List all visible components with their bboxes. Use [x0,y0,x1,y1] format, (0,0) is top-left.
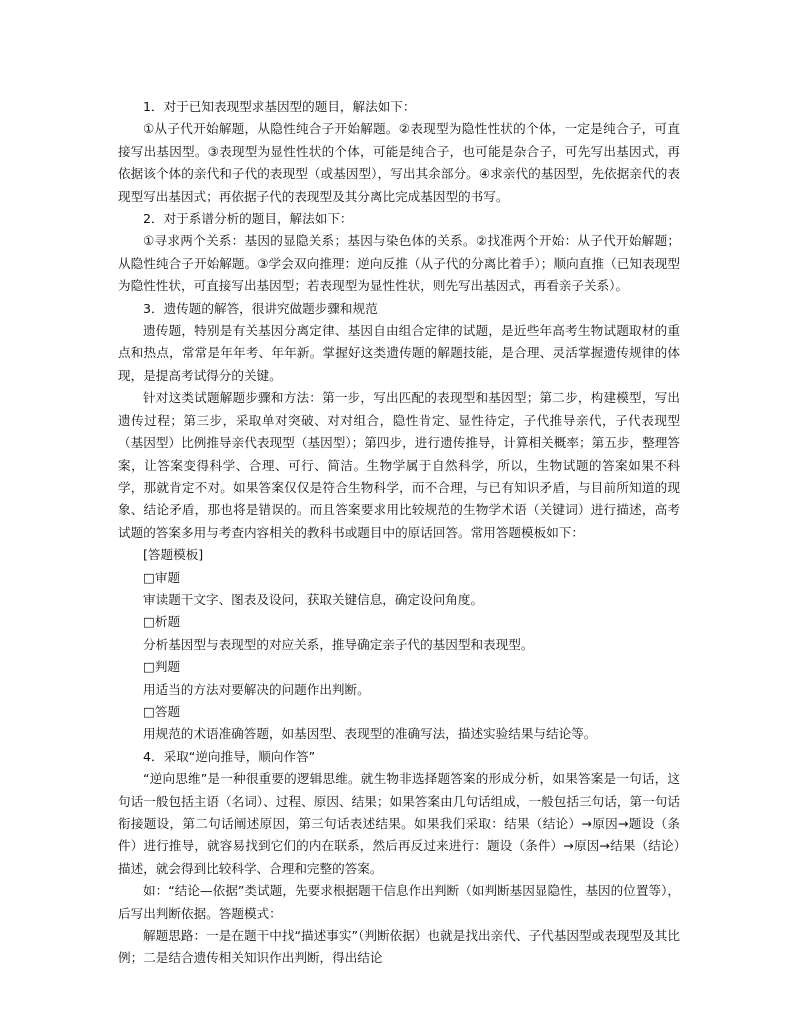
heading-1: 1．对于已知表现型求基因型的题目，解法如下： [143,99,416,114]
paragraph-4: 针对这类试题解题步骤和方法：第一步，写出匹配的表现型和基因型；第二步，构建模型，写出遗传过程；第三步，采取单对突破、对对组合，隐性肯定、显性待定，子代推导亲代，子代表现型（基因型）比例推导亲代表现型（基因型）；第四步，进行遗传推导，计算相关概率；第五步，整理答案，让答案变得科学、合理、可行、简洁。生物学属于自然科学，所以，生物试题的答案如果不科学，那就肯定不对。如果答案仅仅是符合生物科学，而不合理，与已有知识矛盾，与目前所知道的现象、结论矛盾，那也将是错误的。而且答案要求用比较规范的生物学术语（关键词）进行描述，高考试题的答案多用与考查内容相关的教科书或题目中的原话回答。常用答题模板如下： [118,390,680,540]
template-step-review: □审题 [143,569,181,585]
template-step-analyze: □析题 [143,614,181,630]
paragraph-7: 解题思路：一是在题干中找“描述事实”（判断依据）也就是找出亲代、子代基因型或表现型及其比例；二是结合遗传相关知识作出判断，得出结论 [118,928,680,966]
heading-4: 4．采取“逆向推导，顺向作答” [143,748,316,764]
document-body [118,96,680,970]
template-step-review-desc: 审读题干文字、图表及设问，获取关键信息，确定设问角度。 [143,591,484,607]
heading-3: 3．遗传题的解答，很讲究做题步骤和规范 [143,300,378,316]
paragraph-2: ①寻求两个关系：基因的显隐关系；基因与染色体的关系。②找准两个开始：从子代开始解题；从隐性纯合子开始解题。③学会双向推理：逆向反推（从子代的分离比着手）；顺向直推（已知表现型为隐性性状，可直接写出基因型；若表现型为显性性状，则先写出基因式，再看亲子关系）。 [118,233,680,294]
template-step-answer-desc: 用规范的术语准确答题，如基因型、表现型的准确写法，描述实验结果与结论等。 [143,726,597,742]
paragraph-5: “逆向思维”是一种很重要的逻辑思维。就生物非选择题答案的形成分析，如果答案是一句话，这句话一般包括主语（名词）、过程、原因、结果；如果答案由几句话组成，一般包括三句话，第一句话衔接题设，第二句话阐述原因，第三句话表述结果。如果我们采取：结果（结论）→原因→题设（条件）进行推导，就容易找到它们的内在联系，然后再反过来进行：题设（条件）→原因→结果（结论）描述，就会得到比较科学、合理和完整的答案。 [118,771,680,876]
template-step-answer: □答题 [143,703,181,719]
template-step-analyze-desc: 分析基因型与表现型的对应关系，推导确定亲子代的基因型和表现型。 [143,636,534,652]
template-title: [答题模板] [143,547,204,563]
paragraph-1: ①从子代开始解题，从隐性纯合子开始解题。②表现型为隐性性状的个体，一定是纯合子，可直接写出基因型。③表现型为显性性状的个体，可能是纯合子，也可能是杂合子，可先写出基因式，再依据该个体的亲代和子代的表现型（或基因型），写出其余部分。④求亲代的基因型，先依据亲代的表现型写出基因式；再依据子代的表现型及其分离比完成基因型的书写。 [118,121,680,204]
paragraph-6: 如：“结论—依据”类试题，先要求根据题干信息作出判断（如判断基因显隐性，基因的位置等），后写出判断依据。答题模式： [118,883,680,921]
paragraph-3: 遗传题，特别是有关基因分离定律、基因自由组合定律的试题，是近些年高考生物试题取材的重点和热点，常常是年年考、年年新。掌握好这类遗传题的解题技能，是合理、灵活掌握遗传规律的体现，是提高考试得分的关键。 [118,323,680,383]
heading-2: 2．对于系谱分析的题目，解法如下： [143,211,353,227]
template-step-judge: □判题 [143,659,181,675]
template-step-judge-desc: 用适当的方法对要解决的问题作出判断。 [143,681,370,697]
